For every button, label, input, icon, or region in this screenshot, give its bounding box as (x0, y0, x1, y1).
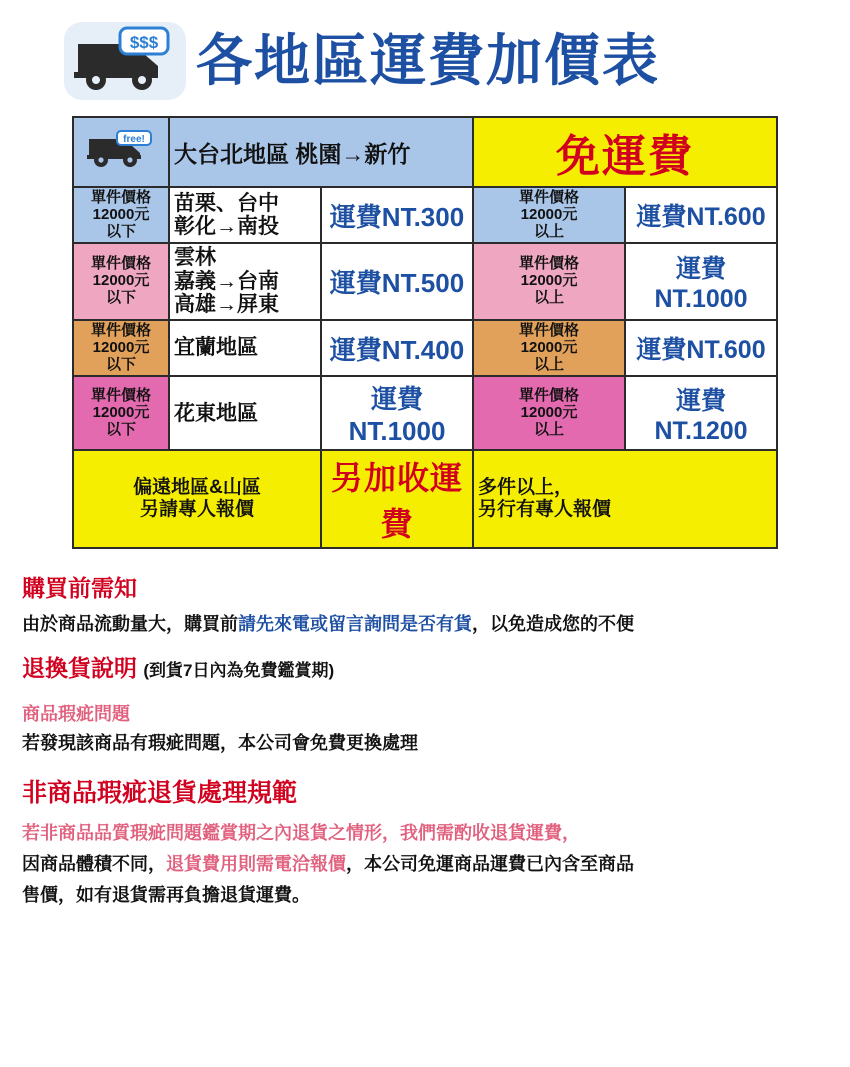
fee-low: 運費NT.500 (321, 243, 473, 320)
defect-body: 若發現該商品有瑕疵問題，本公司會免費更換處理 (22, 733, 418, 754)
table-row (73, 187, 777, 243)
buy-before-body-part1: 由於商品流動量大，購買前 (22, 613, 238, 634)
page-title: 各地區運費加價表 (196, 29, 660, 92)
remote-area-label: 偏遠地區&山區 另請專人報價 (73, 450, 321, 548)
nondefect-line-1: 若非商品品質瑕疵問題鑑賞期之內退貨之情形，我們需酌收退貨運費， (22, 823, 580, 844)
nondefect-line-2-highlight: 退貨費用則需電洽報價 (166, 853, 346, 874)
table-row (73, 243, 777, 320)
fee-low: 運費NT.300 (321, 187, 473, 243)
svg-text:$$$: $$$ (129, 33, 159, 52)
extra-fee-label: 另加收運費 (321, 450, 473, 548)
delivery-truck-icon (60, 18, 190, 104)
table-row (73, 320, 777, 376)
fee-low: 運費NT.400 (321, 320, 473, 376)
notes-section (22, 571, 828, 909)
price-threshold-high: 單件價格 12000元 以上 (473, 243, 625, 320)
region-label: 花東地區 (169, 376, 321, 450)
buy-before-body-part2: ，以免造成您的不便 (472, 613, 634, 634)
price-threshold-high: 單件價格 12000元 以上 (473, 376, 625, 450)
fee-high: 運費NT.600 (625, 187, 777, 243)
fee-high: 運費NT.1000 (625, 243, 777, 320)
defect-subtitle: 商品瑕疵問題 (22, 703, 130, 724)
nondefect-line-2 (22, 850, 828, 879)
fee-high: 運費NT.1200 (625, 376, 777, 450)
nondefect-line-2-part1: 因商品體積不同， (22, 853, 166, 874)
shipping-fee-table (72, 116, 778, 549)
buy-before-body-highlight: 請先來電或留言詢問是否有貨 (238, 613, 472, 634)
return-policy-title-text: 退換貨說明 (22, 654, 137, 681)
free-truck-icon (73, 117, 169, 187)
table-row (73, 376, 777, 450)
region-label: 苗栗、台中 彰化→南投 (169, 187, 321, 243)
nondefect-line-2-part2: ，本公司免運商品運費已內含至商品 (346, 853, 634, 874)
nondefect-title: 非商品瑕疵退貨處理規範 (22, 779, 298, 808)
return-policy-title (22, 651, 828, 687)
fee-high: 運費NT.600 (625, 320, 777, 376)
buy-before-title: 購買前需知 (22, 575, 137, 602)
table-row-free (73, 117, 777, 187)
price-threshold-high: 單件價格 12000元 以上 (473, 320, 625, 376)
table-row-remote (73, 450, 777, 548)
page-header (0, 0, 850, 110)
free-shipping-label: 免運費 (473, 117, 777, 187)
svg-text:free!: free! (123, 133, 145, 145)
price-threshold-low: 單件價格 12000元 以下 (73, 320, 169, 376)
region-label: 雲林 嘉義→台南 高雄→屏東 (169, 243, 321, 320)
price-threshold-low: 單件價格 12000元 以下 (73, 187, 169, 243)
return-policy-title-sub: (到貨7日內為免費鑑賞期) (143, 660, 335, 680)
multi-item-label: 多件以上， 另行有專人報價 (473, 450, 777, 548)
fee-low: 運費NT.1000 (321, 376, 473, 450)
nondefect-line-3 (22, 881, 828, 910)
price-threshold-low: 單件價格 12000元 以下 (73, 243, 169, 320)
price-threshold-high: 單件價格 12000元 以上 (473, 187, 625, 243)
free-region-label: 大台北地區 桃園→新竹 (169, 117, 473, 187)
nondefect-line-3-text: 售價，如有退貨需再負擔退貨運費。 (22, 884, 310, 905)
buy-before-body (22, 611, 828, 639)
price-threshold-low: 單件價格 12000元 以下 (73, 376, 169, 450)
region-label: 宜蘭地區 (169, 320, 321, 376)
